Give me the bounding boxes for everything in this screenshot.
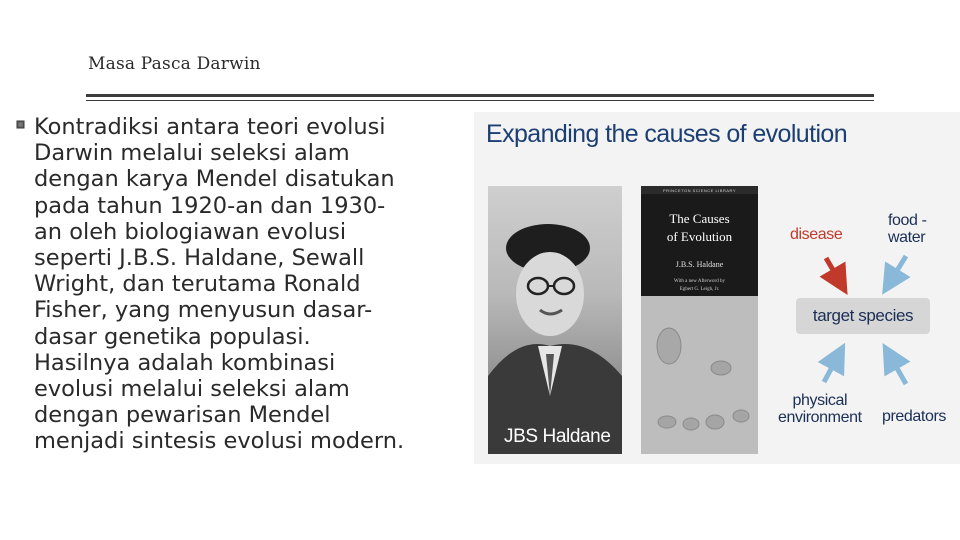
target-species-box: target species xyxy=(796,298,930,334)
physical-environment-label xyxy=(778,392,862,426)
disease-label: disease xyxy=(790,226,843,243)
physical-label-line: physical xyxy=(792,392,848,409)
title-divider-thin xyxy=(86,100,874,101)
causes-diagram xyxy=(774,202,960,464)
body-line: dengan karya Mendel disatukan xyxy=(34,166,395,193)
food-label-line: water xyxy=(888,229,926,246)
haldane-portrait-photo xyxy=(488,186,622,454)
book-afterword-note xyxy=(641,278,758,294)
body-line: Fisher, yang menyusun dasar- xyxy=(34,297,373,324)
body-line: evolusi melalui seleksi alam xyxy=(34,376,350,403)
photo-caption: JBS Haldane xyxy=(504,426,611,447)
fossil-stone-image xyxy=(641,296,758,454)
book-cover xyxy=(641,186,758,454)
bullet-text xyxy=(34,114,476,455)
physical-label-line: environment xyxy=(778,409,862,426)
body-line: menjadi sintesis evolusi modern. xyxy=(34,428,405,455)
physical-arrow-icon xyxy=(824,356,838,382)
book-series: PRINCETON SCIENCE LIBRARY xyxy=(662,188,737,193)
body-line: Kontradiksi antara teori evolusi xyxy=(34,114,386,140)
book-title xyxy=(641,210,758,246)
fossil-illustration xyxy=(641,296,758,454)
body-line: Hasilnya adalah kombinasi xyxy=(34,349,336,376)
square-bullet-icon xyxy=(16,120,24,128)
evolution-figure xyxy=(474,112,960,464)
food-label-line: food - xyxy=(888,212,927,229)
book-note-line: With a new Afterword by xyxy=(674,279,725,284)
predators-arrow-icon xyxy=(890,356,906,384)
figure-heading: Expanding the causes of evolution xyxy=(486,120,848,148)
book-title-line: of Evolution xyxy=(666,229,733,244)
title-divider-thick xyxy=(86,94,874,97)
body-line: Darwin melalui seleksi alam xyxy=(34,140,350,167)
book-note-line: Egbert G. Leigh, Jr. xyxy=(679,287,720,292)
food-water-label xyxy=(888,212,927,246)
portrait-illustration xyxy=(488,186,622,454)
body-paragraph xyxy=(16,114,476,455)
body-line: seperti J.B.S. Haldane, Sewall xyxy=(34,245,365,272)
body-line: an oleh biologiawan evolusi xyxy=(34,218,347,245)
book-title-line: The Causes xyxy=(669,211,730,226)
body-line: Wright, dan terutama Ronald xyxy=(34,271,361,298)
body-line: dasar genetika populasi. xyxy=(34,323,311,350)
body-line: dengan pewarisan Mendel xyxy=(34,402,331,429)
disease-arrow-icon xyxy=(826,258,840,282)
book-author: J.B.S. Haldane xyxy=(675,260,724,269)
body-line: pada tahun 1920-an dan 1930- xyxy=(34,192,386,219)
slide-title: Masa Pasca Darwin xyxy=(88,54,261,74)
food-arrow-icon xyxy=(890,256,906,282)
bullet-item xyxy=(16,114,476,455)
predators-label: predators xyxy=(882,408,946,425)
